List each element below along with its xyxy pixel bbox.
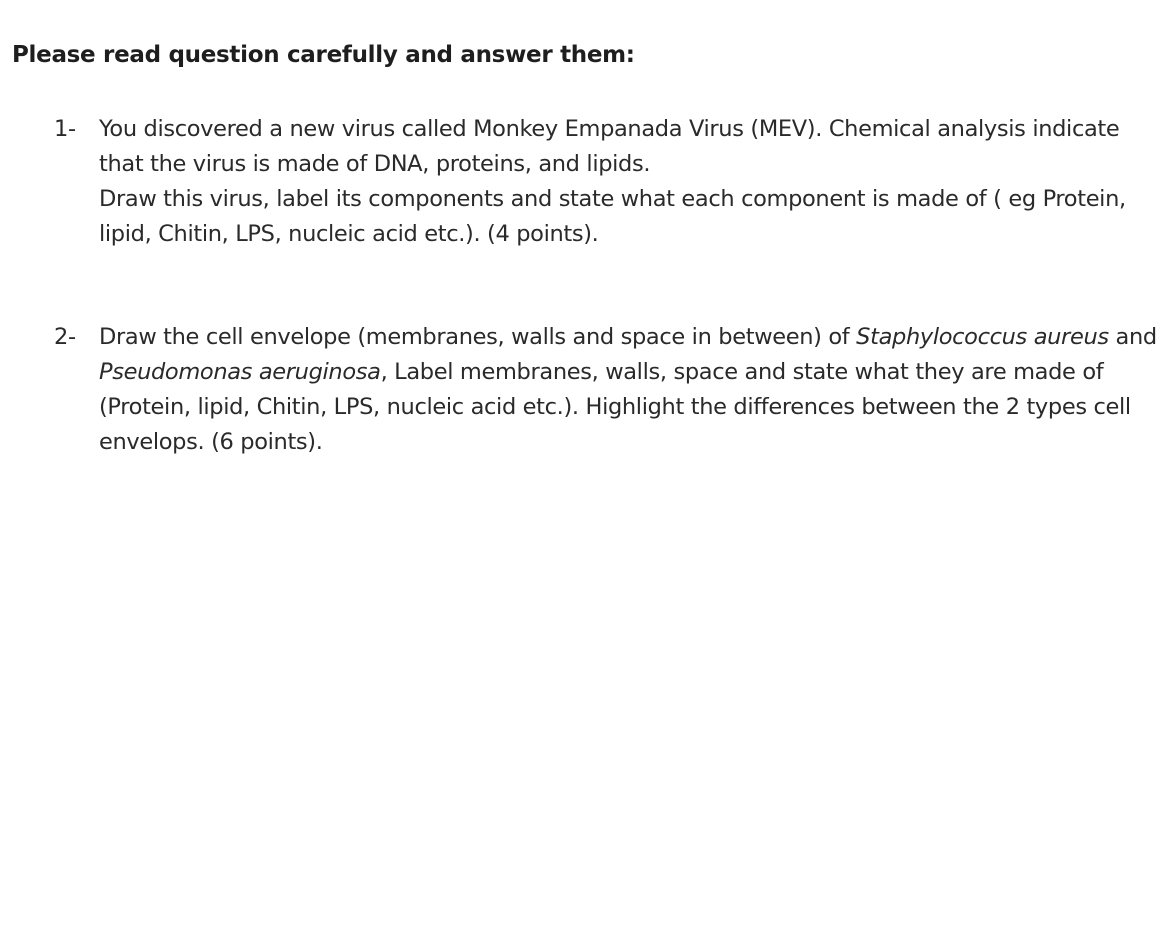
question-number: 1- [54, 116, 76, 142]
question-2 [54, 320, 1164, 460]
question-1 [54, 112, 1164, 252]
question-number: 2- [54, 324, 76, 350]
question-paragraph: Draw this virus, label its components and state what each component is made of ( eg Protein, lipid, Chitin, LPS, nucleic acid etc.). (4 points). [99, 186, 1126, 247]
question-paragraph: You discovered a new virus called Monkey Empanada Virus (MEV). Chemical analysis indicate that the virus is made of DNA, proteins, and lipids. [99, 116, 1120, 177]
question-text [99, 320, 1164, 460]
text-segment: Draw the cell envelope (membranes, walls and space in between) of [99, 324, 857, 350]
page-heading: Please read question carefully and answer them: [12, 42, 635, 68]
organism-name: Staphylococcus aureus [856, 324, 1109, 350]
question-paragraph [99, 320, 1164, 460]
organism-name: Pseudomonas aeruginosa [99, 359, 381, 385]
question-text [99, 112, 1164, 252]
text-segment: , Label membranes, walls, space and state what they are made of (Protein, lipid, Chitin, LPS, nucleic acid etc.). Highlight the differences between the 2 types cell envelops. (6 points). [99, 359, 1131, 455]
text-segment: and [1108, 324, 1157, 350]
